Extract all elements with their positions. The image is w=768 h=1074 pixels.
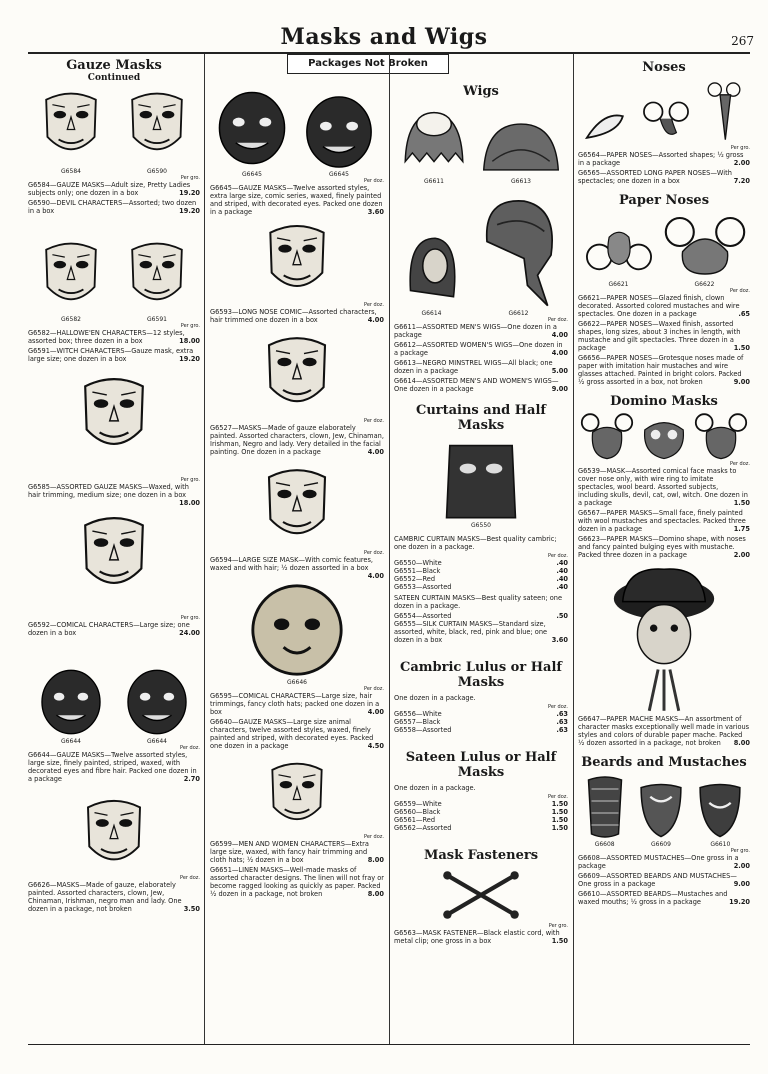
item-text: G6622—PAPER NOSES—Waxed finish, assorted shapes, long sizes, about 3 inches in length, with mustache and gilt spectacles. Three dozen in a package	[578, 320, 741, 352]
row-label: G6551—Black	[394, 567, 441, 575]
item-text: One dozen in a package.	[394, 784, 476, 792]
image-caption: G6608	[594, 841, 615, 848]
item-price: 18.00	[179, 337, 200, 345]
image-caption: G6582	[61, 316, 81, 323]
item-price: 19.20	[729, 898, 750, 906]
item-text: G6623—PAPER MASKS—Domino shape, with noses and fancy painted bulging eyes with mustache. Packed three dozen in a package	[578, 535, 746, 559]
section-title-beards: Beards and Mustaches	[581, 755, 747, 770]
beard-illustration	[635, 778, 687, 848]
page-number: 267	[731, 34, 754, 48]
item-text: G6565—ASSORTED LONG PAPER NOSES—With spectacles; one dozen in a box	[578, 169, 732, 185]
wig-illustration	[401, 229, 463, 317]
row-label: G6561—Red	[394, 816, 436, 824]
image-caption: G6612	[508, 310, 529, 317]
catalog-item	[394, 694, 568, 702]
image-caption: G6591	[147, 316, 167, 323]
item-price: 1.50	[551, 937, 568, 945]
beard-illustration	[582, 774, 628, 848]
row-price: 1.50	[551, 824, 568, 832]
image-row	[578, 212, 750, 288]
unit-label: Per doz.	[363, 302, 384, 308]
item-price: 4.00	[367, 572, 384, 580]
column-divider	[389, 54, 390, 1044]
catalog-item	[210, 718, 384, 750]
row-label: G6558—Assorted	[394, 726, 452, 734]
item-text: G6591—WITCH CHARACTERS—Gauze mask, extra large size; one dozen in a box	[28, 347, 194, 363]
section-title-cambric-lulus: Cambric Lulus or Half Masks	[400, 660, 562, 690]
catalog-item	[394, 359, 568, 375]
catalog-item	[578, 151, 750, 167]
mask-illustration	[38, 667, 104, 745]
page-title: Masks and Wigs	[280, 24, 488, 50]
catalog-item	[28, 347, 200, 363]
row-price: .40	[556, 583, 568, 591]
item-price: 1.75	[733, 525, 750, 533]
item-text: G6611—ASSORTED MEN'S WIGS—One dozen in a package	[394, 323, 557, 339]
image-caption: G6622	[694, 281, 715, 288]
item-text: G6584—GAUZE MASKS—Adult size, Pretty Ladies subjects only; one dozen in a box	[28, 181, 191, 197]
unit-label: Per doz.	[547, 704, 568, 710]
image-row	[210, 86, 384, 178]
price-row	[394, 710, 568, 718]
row-label: G6559—White	[394, 800, 442, 808]
item-text: G6656—PAPER NOSES—Grotesque noses made of paper with imitation hair mustaches and wire glasses attached. Painted in bright colors. Packed ½ gross assorted in a box, not broken	[578, 354, 744, 386]
image-row	[578, 413, 750, 461]
image-row	[578, 79, 750, 145]
catalog-item	[394, 929, 568, 945]
catalog-item	[578, 535, 750, 559]
price-row	[394, 824, 568, 832]
mask-illustration	[78, 513, 150, 601]
section-title-sateen-lulus: Sateen Lulus or Half Masks	[405, 750, 557, 780]
section-title-noses: Noses	[642, 60, 686, 75]
image-row	[578, 774, 750, 848]
image-caption: G6646	[287, 679, 307, 686]
paper-mache-mask-illustration	[605, 565, 723, 715]
mask-illustration	[299, 94, 379, 178]
item-text: G6612—ASSORTED WOMEN'S WIGS—One dozen in a package	[394, 341, 563, 357]
catalog-item	[210, 424, 384, 456]
image-row	[394, 103, 568, 185]
image-caption: G6621	[608, 281, 629, 288]
row-price: .63	[556, 718, 568, 726]
item-price: 3.60	[367, 208, 384, 216]
catalog-item	[394, 594, 568, 610]
item-text: G6651—LINEN MASKS—Well-made masks of assorted character designs. The linen will not fray or become ragged looking as quickly as paper. Packed ½ dozen in a package, not broken	[210, 866, 384, 898]
catalog-item	[28, 881, 200, 913]
catalog-item	[578, 320, 750, 352]
column-wigs	[394, 84, 568, 947]
row-label: G6557—Black	[394, 718, 441, 726]
catalog-item	[394, 323, 568, 339]
image-row	[210, 760, 384, 834]
price-row	[394, 816, 568, 824]
price-row	[394, 800, 568, 808]
catalog-item	[28, 199, 200, 215]
catalog-item	[394, 535, 568, 551]
item-price: 3.60	[551, 636, 568, 644]
catalog-item	[210, 556, 384, 580]
item-text: G6564—PAPER NOSES—Assorted shapes; ½ gross in a package	[578, 151, 744, 167]
unit-label: Per gro.	[180, 323, 200, 329]
catalog-item	[394, 784, 568, 792]
unit-label: Per gro.	[730, 848, 750, 854]
item-price: 8.00	[367, 890, 384, 898]
image-caption: G6550	[471, 522, 491, 529]
item-price: 4.00	[551, 349, 568, 357]
image-caption: G6610	[710, 841, 731, 848]
catalog-item	[28, 621, 200, 637]
item-text: G6594—LARGE SIZE MASK—With comic features, waxed and with hair; ½ dozen assorted in a box	[210, 556, 374, 572]
item-price: 1.50	[733, 344, 750, 352]
image-caption: G6611	[424, 178, 444, 185]
unit-label: Per doz.	[363, 686, 384, 692]
unit-label: Per gro.	[548, 923, 568, 929]
domino-mask-illustration	[637, 413, 691, 461]
mask-illustration	[259, 334, 335, 418]
item-list	[28, 181, 200, 215]
mask-illustration	[215, 86, 289, 178]
row-price: 1.50	[551, 808, 568, 816]
packages-note: Packages Not Broken	[287, 54, 449, 74]
catalog-item	[394, 341, 568, 357]
row-label: G6562—Assorted	[394, 824, 452, 832]
price-row	[394, 575, 568, 583]
image-row	[210, 582, 384, 686]
mask-illustration	[78, 373, 150, 463]
item-price: 2.00	[733, 551, 750, 559]
wig-illustration	[476, 191, 562, 317]
item-price: 2.70	[183, 775, 200, 783]
item-price: 7.20	[733, 177, 750, 185]
item-text: G6621—PAPER NOSES—Glazed finish, clown decorated. Assorted colored mustaches and wire spectacles. One dozen in a package	[578, 294, 740, 318]
item-price: 19.20	[179, 355, 200, 363]
image-row	[394, 439, 568, 529]
image-caption: G6590	[147, 168, 167, 175]
unit-label: Per doz.	[729, 461, 750, 467]
item-text: G6593—LONG NOSE COMIC—Assorted characters, hair trimmed one dozen in a box	[210, 308, 377, 324]
catalog-item	[28, 329, 200, 345]
nose-illustration	[701, 79, 747, 145]
item-price: 8.00	[367, 856, 384, 864]
item-price: 24.00	[179, 629, 200, 637]
image-row	[28, 797, 200, 875]
row-price: .50	[556, 612, 568, 620]
unit-label: Per gro.	[180, 175, 200, 181]
item-price: 19.20	[179, 189, 200, 197]
item-text: G6599—MEN AND WOMEN CHARACTERS—Extra large size, waxed, with fancy hair trimming and cloth hats; ½ dozen in a box	[210, 840, 369, 864]
unit-label: Per doz.	[547, 317, 568, 323]
price-row	[394, 559, 568, 567]
item-text: G6590—DEVIL CHARACTERS—Assorted; two dozen in a box	[28, 199, 197, 215]
image-row	[394, 867, 568, 923]
column-divider	[204, 54, 205, 1044]
row-label: G6560—Black	[394, 808, 441, 816]
item-text: G6613—NEGRO MINSTREL WIGS—All black; one dozen in a package	[394, 359, 553, 375]
catalog-item	[394, 620, 568, 644]
item-price: 4.50	[367, 742, 384, 750]
unit-label: Per gro.	[180, 615, 200, 621]
item-text: G6609—ASSORTED BEARDS AND MUSTACHES—One gross in a package	[578, 872, 737, 888]
item-price: 9.00	[733, 880, 750, 888]
row-label: G6553—Assorted	[394, 583, 452, 591]
unit-label: Per gro.	[730, 145, 750, 151]
catalog-item	[210, 184, 384, 216]
item-text: One dozen in a package.	[394, 694, 476, 702]
item-price: 4.00	[367, 708, 384, 716]
catalog-item	[394, 377, 568, 393]
price-row	[394, 567, 568, 575]
image-row	[210, 466, 384, 550]
section-title-wigs: Wigs	[463, 84, 499, 99]
mask-illustration	[126, 87, 188, 175]
item-text: G6555—SILK CURTAIN MASKS—Standard size, assorted, white, black, red, pink and blue; one dozen in a box	[394, 620, 548, 644]
item-text: G6527—MASKS—Made of gauze elaborately painted. Assorted characters, clown, Jew, Chinaman, Irishman, Negro and lady. Very detailed in the facial painting. One dozen in a package	[210, 424, 384, 456]
price-row	[394, 808, 568, 816]
row-price: .40	[556, 567, 568, 575]
item-price: 4.00	[367, 316, 384, 324]
unit-label: Per doz.	[363, 834, 384, 840]
row-price: .40	[556, 575, 568, 583]
beard-illustration	[694, 778, 746, 848]
row-price: .40	[556, 559, 568, 567]
catalog-item	[28, 181, 200, 197]
unit-label: Per doz.	[363, 178, 384, 184]
row-price: 1.50	[551, 816, 568, 824]
item-price: 18.00	[179, 499, 200, 507]
item-text: G6592—COMICAL CHARACTERS—Large size; one dozen in a box	[28, 621, 190, 637]
image-row	[28, 667, 200, 745]
image-caption: G6614	[421, 310, 442, 317]
item-text: G6640—GAUZE MASKS—Large size animal characters, twelve assorted styles, waxed, finely painted and striped, with decorated eyes. Packed one dozen in a package	[210, 718, 374, 750]
catalog-item	[578, 854, 750, 870]
item-text: G6610—ASSORTED BEARDS—Mustaches and waxed mouths; ½ gross in a package	[578, 890, 728, 906]
mask-illustration	[40, 87, 102, 175]
nose-illustration	[637, 97, 695, 145]
image-caption: G6584	[61, 168, 81, 175]
image-row	[394, 191, 568, 317]
column-gauze-masks	[28, 58, 200, 915]
catalog-item	[210, 308, 384, 324]
item-price: 9.00	[733, 378, 750, 386]
catalog-item	[578, 467, 750, 507]
item-price: 3.50	[183, 905, 200, 913]
mask-illustration	[264, 760, 330, 834]
image-caption: G6644	[147, 738, 167, 745]
mask-illustration	[124, 667, 190, 745]
unit-label: Per doz.	[547, 794, 568, 800]
paper-nose-illustration	[663, 212, 747, 288]
catalog-item	[210, 692, 384, 716]
item-text: G6585—ASSORTED GAUZE MASKS—Waxed, with hair trimming, medium size; one dozen in a box	[28, 483, 189, 499]
section-title-domino: Domino Masks	[610, 394, 718, 409]
price-row	[394, 726, 568, 734]
item-text: G6582—HALLOWE'EN CHARACTERS—12 styles, assorted box; three dozen in a box	[28, 329, 185, 345]
section-title: Gauze Masks	[66, 58, 162, 73]
mask-illustration	[40, 239, 102, 323]
item-price: .65	[738, 310, 750, 318]
unit-label: Per doz.	[363, 550, 384, 556]
domino-mask-illustration	[580, 413, 634, 461]
row-label: G6552—Red	[394, 575, 436, 583]
image-caption: G6644	[61, 738, 81, 745]
image-caption: G6613	[511, 178, 531, 185]
item-price: 2.00	[733, 862, 750, 870]
item-price: 4.00	[551, 331, 568, 339]
image-row	[28, 239, 200, 323]
column-divider	[573, 54, 574, 1044]
nose-illustration	[581, 109, 631, 145]
catalog-item	[578, 715, 750, 747]
item-price: 1.50	[733, 499, 750, 507]
row-price: .63	[556, 726, 568, 734]
item-price: 5.00	[551, 367, 568, 375]
unit-label: Per doz.	[179, 875, 200, 881]
item-text: G6644—GAUZE MASKS—Twelve assorted styles, large size, finely painted, striped, waxed, with decorated eyes and fibre hair. Packed one dozen in a package	[28, 751, 197, 783]
row-price: 1.50	[551, 800, 568, 808]
wig-illustration	[478, 117, 564, 185]
item-price: 8.00	[733, 739, 750, 747]
catalog-item	[578, 890, 750, 906]
mask-illustration	[249, 582, 345, 686]
catalog-item	[210, 840, 384, 864]
mask-illustration	[262, 222, 332, 302]
item-text: SATEEN CURTAIN MASKS—Best quality sateen; one dozen in a package.	[394, 594, 563, 610]
unit-label: Per gro.	[180, 477, 200, 483]
item-price: 19.20	[179, 207, 200, 215]
image-row	[28, 513, 200, 601]
curtain-mask-illustration	[439, 439, 523, 529]
image-row	[210, 334, 384, 418]
item-price: 9.00	[551, 385, 568, 393]
column-gauze-masks-2	[210, 86, 384, 900]
image-row	[210, 222, 384, 302]
unit-label: Per doz.	[179, 745, 200, 751]
item-text: G6645—GAUZE MASKS—Twelve assorted styles, extra large size, comic series, waxed, finely painted and striped, with decorated eyes. Packed one dozen in a package	[210, 184, 383, 216]
item-text: G6567—PAPER MASKS—Small face, finely painted with wool mustaches and spectacles. Packed three dozen in a package	[578, 509, 746, 533]
column-noses	[578, 60, 750, 908]
row-label: G6550—White	[394, 559, 442, 567]
catalog-item	[210, 866, 384, 898]
domino-mask-illustration	[694, 413, 748, 461]
item-price: 2.00	[733, 159, 750, 167]
item-list	[28, 329, 200, 363]
catalog-item	[578, 509, 750, 533]
section-subtitle: Continued	[87, 73, 141, 83]
fastener-illustration	[439, 867, 523, 923]
item-text: G6563—MASK FASTENER—Black elastic cord, with metal clip; one gross in a box	[394, 929, 560, 945]
mask-illustration	[126, 239, 188, 323]
section-title-fasteners: Mask Fasteners	[423, 848, 539, 863]
image-row	[578, 565, 750, 715]
item-text: G6608—ASSORTED MUSTACHES—One gross in a package	[578, 854, 739, 870]
image-caption: G6645	[329, 171, 349, 178]
catalog-item	[28, 483, 200, 507]
catalog-item	[578, 294, 750, 318]
unit-label: Per doz.	[729, 288, 750, 294]
section-title-curtains: Curtains and Half Masks	[415, 403, 547, 433]
image-row	[28, 87, 200, 175]
row-price: .63	[556, 710, 568, 718]
paper-nose-illustration	[582, 224, 656, 288]
unit-label: Per doz.	[547, 553, 568, 559]
image-caption: G6609	[651, 841, 671, 848]
row-label: G6556—White	[394, 710, 442, 718]
item-price: 4.00	[367, 448, 384, 456]
mask-illustration	[78, 797, 150, 875]
price-row	[394, 718, 568, 726]
catalog-item	[578, 354, 750, 386]
catalog-item	[28, 751, 200, 783]
image-caption: G6645	[242, 171, 262, 178]
item-text: G6647—PAPER MACHE MASKS—An assortment of character masks exceptionally well made in various styles and colors of durable paper mache. Packed ½ dozen assorted in a package, not broken	[578, 715, 750, 747]
bottom-rule	[28, 1044, 750, 1045]
price-row	[394, 612, 568, 620]
item-text: G6614—ASSORTED MEN'S AND WOMEN'S WIGS—One dozen in a package	[394, 377, 559, 393]
wig-illustration	[398, 103, 470, 185]
section-title-paper-noses: Paper Noses	[618, 193, 710, 208]
item-text: G6539—MASK—Assorted comical face masks to cover nose only, with wire ring to imitate spectacles, wool beard. Assorted subjects, including skulls, devil, cat, owl, witch. One dozen in a package	[578, 467, 748, 507]
mask-illustration	[260, 466, 334, 550]
price-row	[394, 583, 568, 591]
item-text: G6595—COMICAL CHARACTERS—Large size, hair trimmings, fancy cloth hats; packed one dozen in a box	[210, 692, 380, 716]
item-text: CAMBRIC CURTAIN MASKS—Best quality cambric; one dozen in a package.	[394, 535, 557, 551]
catalog-item	[578, 872, 750, 888]
image-row	[28, 373, 200, 463]
row-label: G6554—Assorted	[394, 612, 452, 620]
unit-label: Per doz.	[363, 418, 384, 424]
catalog-item	[578, 169, 750, 185]
item-text: G6626—MASKS—Made of gauze, elaborately painted. Assorted characters, clown, Jew, Chinaman, Irishman, negro man and lady. One dozen in a package, not broken	[28, 881, 182, 913]
